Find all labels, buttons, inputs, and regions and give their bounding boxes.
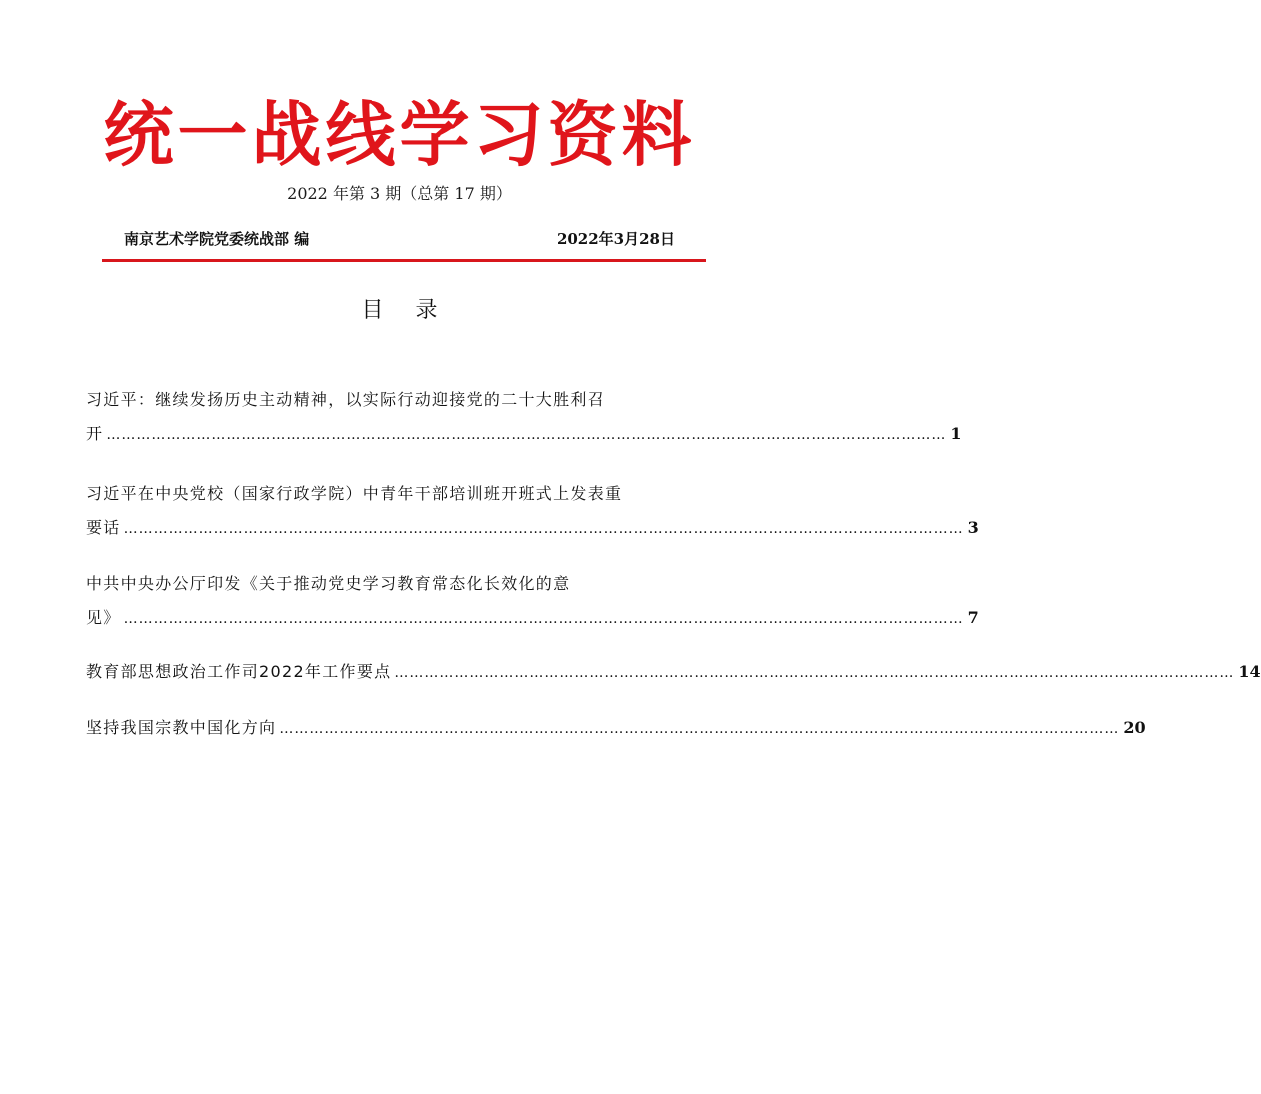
toc-entry-title-line: 习近平：继续发扬历史主动精神，以实际行动迎接党的二十大胜利召 — [86, 390, 606, 409]
dot-leader: …………………………………………………………………………………………………………………………………………………… — [123, 521, 964, 537]
publication-date: 2022年3月28日 — [556, 230, 675, 248]
dot-leader: …………………………………………………………………………………………………………………………………………………… — [123, 611, 964, 627]
toc-entry-page: 20 — [1123, 718, 1146, 737]
dot-leader: …………………………………………………………………………………………………………………………………………………… — [394, 665, 1235, 681]
toc-entry-title-line: 中共中央办公厅印发《关于推动党史学习教育常态化长效化的意 — [86, 574, 571, 593]
red-divider-rule — [102, 259, 706, 262]
toc-heading: 目录 — [361, 298, 470, 323]
toc-entry-title-end: 要话 — [86, 518, 121, 537]
toc-entry-title-end: 开 — [86, 424, 104, 443]
toc-entry[interactable] — [86, 567, 979, 636]
toc-entry-page: 7 — [967, 608, 979, 627]
toc-entry[interactable] — [86, 477, 979, 546]
publication-title: 统一战线学习资料 — [103, 93, 696, 176]
toc-entry[interactable] — [86, 711, 1146, 746]
publisher-label: 南京艺术学院党委统战部 编 — [124, 230, 310, 248]
toc-entry[interactable] — [86, 655, 1261, 690]
toc-entry[interactable] — [86, 383, 962, 452]
dot-leader: …………………………………………………………………………………………………………………………………………………… — [106, 427, 947, 443]
toc-entry-title: 坚持我国宗教中国化方向 — [86, 718, 277, 737]
toc-entry-title-line: 习近平在中央党校（国家行政学院）中青年干部培训班开班式上发表重 — [86, 484, 623, 503]
toc-entry-page: 1 — [950, 424, 962, 443]
toc-entry-page: 3 — [967, 518, 979, 537]
issue-number: 2022 年第 3 期（总第 17 期） — [287, 184, 512, 203]
toc-entry-title-end: 见》 — [86, 608, 121, 627]
dot-leader: …………………………………………………………………………………………………………………………………………………… — [279, 721, 1120, 737]
toc-entry-page: 14 — [1238, 662, 1261, 681]
toc-entry-title: 教育部思想政治工作司2022年工作要点 — [86, 662, 392, 681]
